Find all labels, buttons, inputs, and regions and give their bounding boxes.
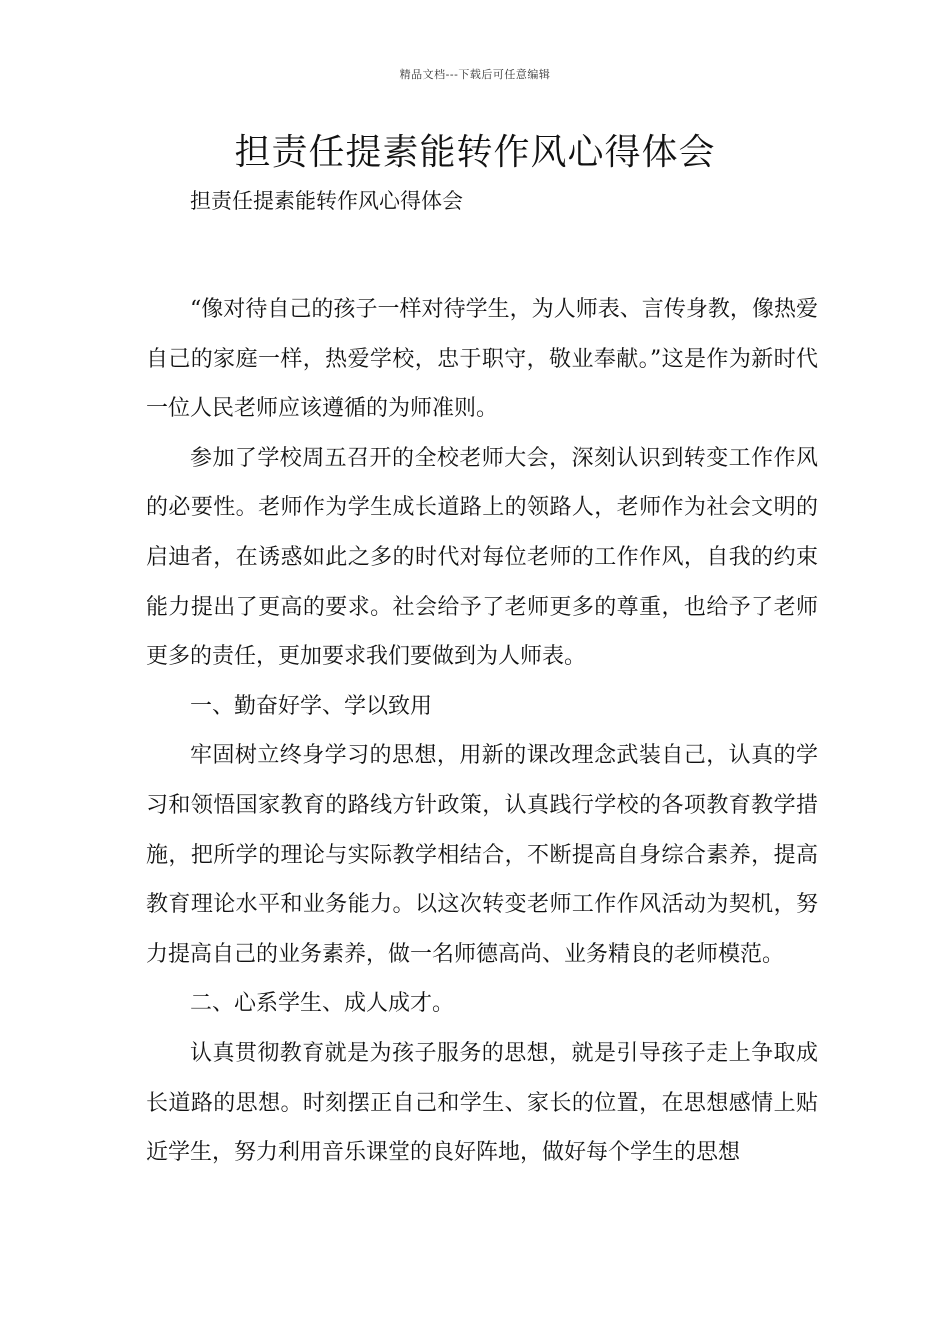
paragraph: 参加了学校周五召开的全校老师大会，深刻认识到转变工作作风的必要性。老师作为学生成长道路上的领路人，老师作为社会文明的启迪者，在诱惑如此之多的时代对每位老师的工作作风，自我的约束能力提出了更高的要求。社会给予了老师更多的尊重，也给予了老师更多的责任，更加要求我们要做到为人师表。 [146,445,818,670]
paragraph: “像对待自己的孩子一样对待学生，为人师表、言传身教，像热爱自己的家庭一样，热爱学校，忠于职守，敬业奉献。”这是作为新时代一位人民老师应该遵循的为师准则。 [146,297,818,422]
document-body [146,285,818,1178]
document-subtitle: 担责任提素能转作风心得体会 [190,189,463,213]
header-note: 精品文档---下载后可任意编辑 [399,68,551,81]
section-heading: 二、心系学生、成人成才。 [190,991,455,1017]
document-title: 担责任提素能转作风心得体会 [234,132,716,173]
paragraph: 牢固树立终身学习的思想，用新的课改理念武装自己，认真的学习和领悟国家教育的路线方针政策，认真践行学校的各项教育教学措施，把所学的理论与实际教学相结合，不断提高自身综合素养，提高教育理论水平和业务能力。以这次转变老师工作作风活动为契机，努力提高自己的业务素养，做一名师德高尚、业务精良的老师模范。 [146,743,818,967]
section-heading: 一、勤奋好学、学以致用 [190,693,433,719]
paragraph: 认真贯彻教育就是为孩子服务的思想，就是引导孩子走上争取成长道路的思想。时刻摆正自己和学生、家长的位置，在思想感情上贴近学生，努力利用音乐课堂的良好阵地，做好每个学生的思想 [146,1040,818,1166]
